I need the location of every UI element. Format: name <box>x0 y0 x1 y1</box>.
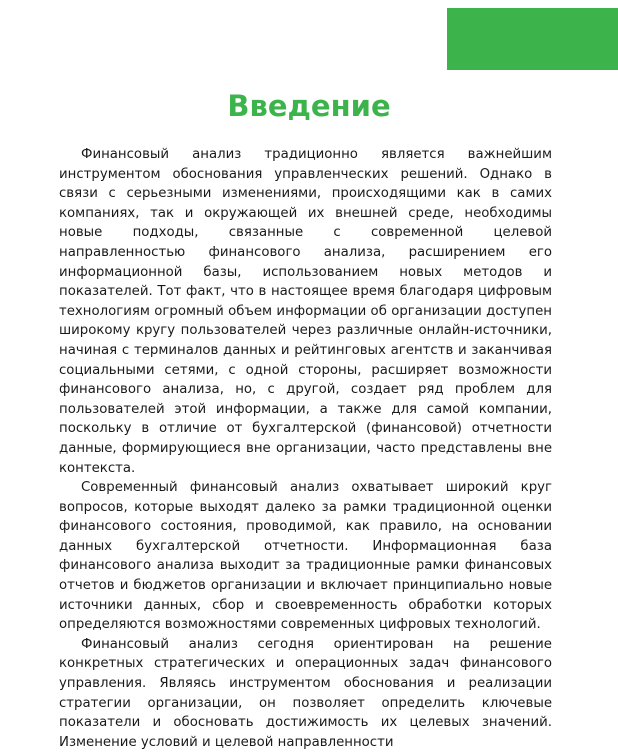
body-text <box>59 145 552 752</box>
green-corner-block <box>447 8 618 70</box>
paragraph-1: Финансовый анализ традиционно является важнейшим инструментом обоснования управленческих решений. Однако в связи с серьезными изменениями, происходящими как в самих компаниях, так и окружающей их внешней среде, необходимы новые подходы, связанные с современной целевой направленностью финансового анализа, расширением его информационной базы, использованием новых методов и показателей. Тот факт, что в настоящее время благодаря цифровым технологиям огромный объем информации об организации доступен широкому кругу пользователей через различные онлайн-источники, начиная с терминалов данных и рейтинговых агентств и заканчивая социальными сетями, с одной стороны, расширяет возможности финансового анализа, но, с другой, создает ряд проблем для пользователей этой информации, а также для самой компании, поскольку в отличие от бухгалтерской (финансовой) отчетности данные, формирующиеся вне организации, часто представлены вне контекста. <box>59 147 552 476</box>
paragraph-2: Современный финансовый анализ охватывает широкий круг вопросов, которые выходят далеко за рамки традиционной оценки финансового состояния, проводимой, как правило, на основании данных бухгалтерской отчетности. Информационная база финансового анализа выходит за традиционные рамки финансовых отчетов и бюджетов организации и включает принципиально новые источники данных, сбор и своевременность обработки которых определяются возможностями современных цифровых технологий. <box>59 480 552 633</box>
paragraph-3: Финансовый анализ сегодня ориентирован на решение конкретных стратегических и операционных задач финансового управления. Являясь инструментом обоснования и реализации стратегии организации, он позволяет определить ключевые показатели и обосновать достижимость их целевых значений. Изменение условий и целевой направленности <box>59 636 552 750</box>
page-title: Введение <box>227 89 391 123</box>
